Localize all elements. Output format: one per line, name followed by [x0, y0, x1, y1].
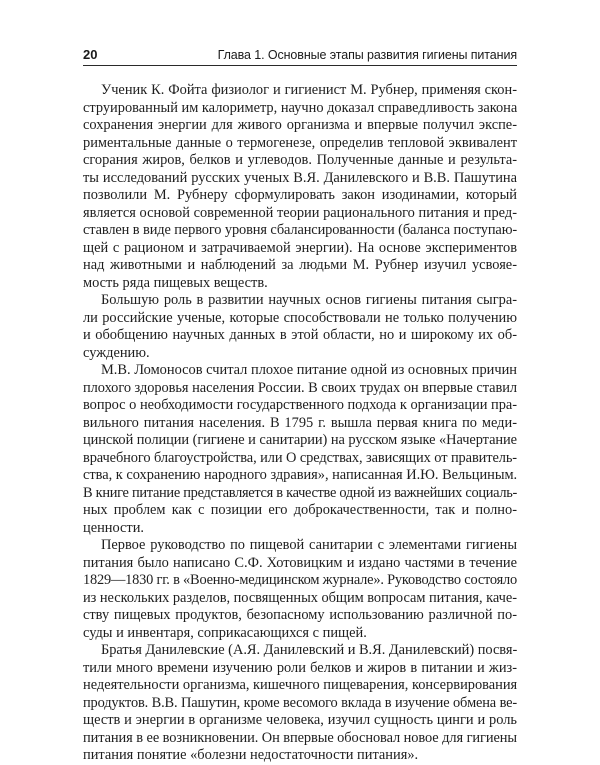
text-line: плохого здоровья населения России. В своих трудах он впервые ставил — [83, 379, 517, 396]
text-line: питания было написано С.Ф. Хотовицким и издано частями в течение — [83, 554, 517, 571]
text-line: цинской полиции (гигиене и санитарии) на русском языке «Начертание — [83, 432, 517, 448]
paragraph — [83, 362, 517, 537]
text-line: щей с рационом и затрачиваемой энергии). На основе экспериментов — [83, 239, 517, 256]
text-line: струированный им калориметр, научно доказал справедливость закона — [83, 99, 518, 116]
text-line: ли российские ученые, которые способствовали не только получению — [83, 309, 517, 326]
text-line: Братья Данилевские (А.Я. Данилевский и В.Я. Данилевский) посвя- — [101, 642, 518, 658]
text-line: врачебного благоустройства, или О средствах, зависящих от правитель- — [83, 449, 517, 466]
paragraph — [83, 82, 517, 292]
text-line: риментальные данные о термогенезе, определив тепловой эквивалент — [83, 134, 517, 151]
text-line: вильного питания населения. В 1795 г. вышла первая книга по меди- — [83, 414, 517, 431]
paragraph — [83, 292, 517, 362]
text-line: сгорания жиров, белков и углеводов. Полученные данные и результа- — [83, 152, 517, 168]
text-line: ществ и энергии в организме человека, изучил сущность цинги и роль — [83, 712, 517, 728]
text-line: суждению. — [83, 344, 150, 361]
text-line: питания понятие «болезни недостаточности питания». — [83, 747, 419, 763]
text-line: из нескольких разделов, посвященных общим вопросам питания, каче- — [83, 589, 517, 606]
body-text — [83, 82, 517, 765]
running-head: Глава 1. Основные этапы развития гигиены питания — [217, 48, 517, 62]
text-line: над животными и наблюдений за людьми М. Рубнер изучил усвояе- — [83, 257, 517, 273]
text-line: мость ряда пищевых веществ. — [83, 274, 268, 291]
text-line: ству пищевых продуктов, безопасному использованию различной по- — [83, 607, 517, 623]
text-line: ства, к сохранению народного здравия», написанная И.Ю. Вельциным. — [83, 467, 518, 483]
paragraph — [83, 642, 517, 765]
text-line: вопрос о необходимости государственного подхода к организации пра- — [83, 397, 517, 413]
page-header — [83, 47, 517, 69]
text-line: позволили М. Рубнеру сформулировать закон изодинамии, который — [83, 187, 517, 203]
text-line: 1829—1830 гг. в «Военно-медицинском журнале». Руководство состояло — [83, 572, 517, 588]
text-line: ных проблем как с позиции его доброкачественности, так и полно- — [83, 502, 517, 518]
header-rule — [83, 65, 517, 66]
text-line: продуктов. В.В. Пашутин, кроме весомого вклада в изучение обмена ве- — [83, 694, 517, 711]
text-line: М.В. Ломоносов считал плохое питание одной из основных причин — [101, 362, 517, 378]
text-line: питания в ее возникновении. Он впервые обосновал новое для гигиены — [83, 729, 517, 746]
paragraph — [83, 537, 517, 642]
text-line: Первое руководство по пищевой санитарии с элементами гигиены — [101, 537, 517, 553]
text-line: ценности. — [83, 519, 145, 536]
page-number: 20 — [83, 47, 98, 62]
text-line: сохранения энергии для живого организма и впервые получил экспе- — [83, 117, 517, 133]
text-line: является основой современной теории рационального питания и пред- — [83, 204, 517, 221]
text-line: и обобщению научных данных в этой области, но и широкому их об- — [83, 327, 517, 343]
text-line: недеятельности организма, кишечного пищеварения, консервирования — [83, 677, 518, 693]
text-line: В книге питание представляется в качестве одной из важнейших социаль- — [83, 484, 517, 501]
text-line: ты исследований русских ученых В.Я. Данилевского и В.В. Пашутина — [83, 169, 517, 186]
text-line: тили много времени изучению роли белков и жиров в питании и жиз- — [83, 659, 517, 676]
text-line: ставлен в виде первого уровня сбалансированности (баланса поступаю- — [83, 222, 517, 238]
text-line: Большую роль в развитии научных основ гигиены питания сыгра- — [101, 292, 517, 308]
text-line: суды и инвентаря, соприкасающихся с пищей. — [83, 624, 367, 641]
text-line: Ученик К. Фойта физиолог и гигиенист М. Рубнер, применяя скон- — [101, 82, 517, 98]
